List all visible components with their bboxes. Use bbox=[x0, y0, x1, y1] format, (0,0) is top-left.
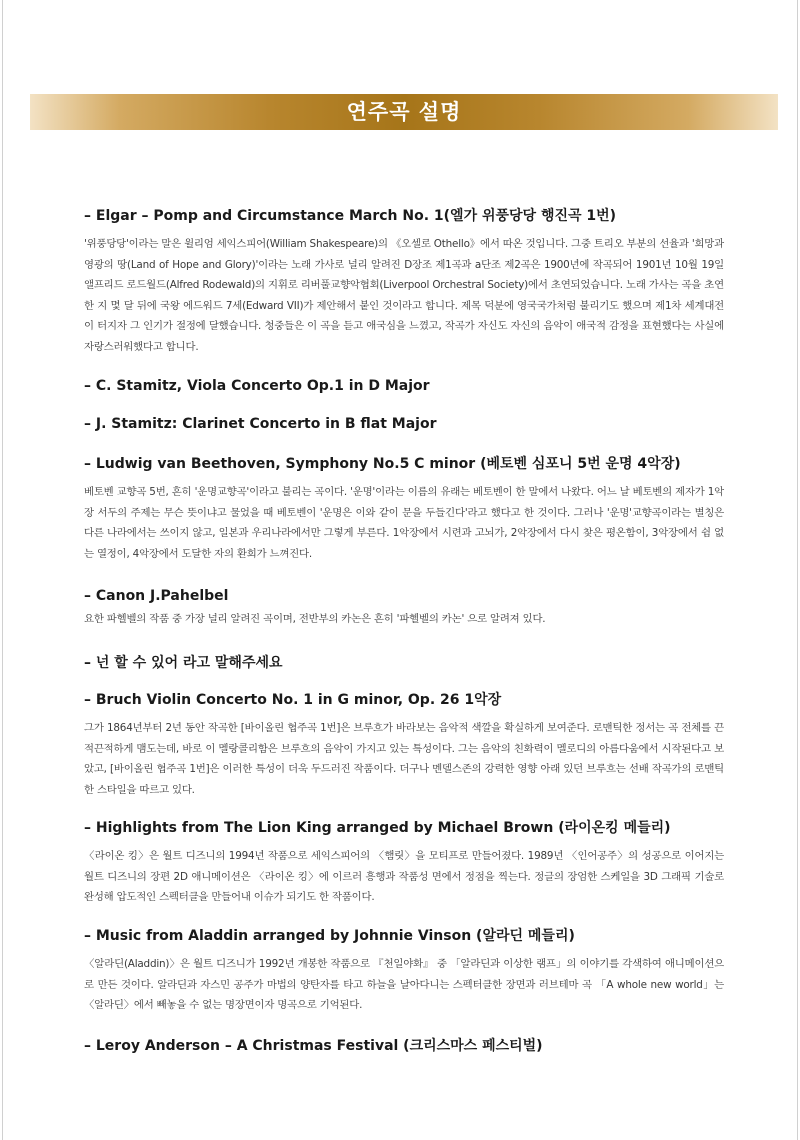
program-section-christmas-festival bbox=[84, 1036, 724, 1056]
section-heading: – Highlights from The Lion King arranged by Michael Brown (라이온킹 메들리) bbox=[84, 820, 671, 836]
program-section-you-can-do-it bbox=[84, 653, 724, 673]
section-heading: – Leroy Anderson – A Christmas Festival (크리스마스 페스티벌) bbox=[84, 1038, 543, 1054]
section-description: 베토벤 교향곡 5번, 흔히 '운명교향곡'이라고 불리는 곡이다. '운명'이라는 이름의 유래는 베토벤이 한 말에서 나왔다. 어느 날 베토벤의 제자가 1악장 서두의 주제는 무슨 뜻이냐고 물었을 때 베토벤이 '운명은 이와 같이 문을 두들긴다'라고 했다고 한 것이다. 그러나 '운명'교향곡이라는 별칭은 다른 나라에서는 쓰이지 않고, 일본과 우리나라에서만 그렇게 부른다. 1악장에서 시련과 고뇌가, 2악장에서 다시 찾은 평온함이, 3악장에서 쉼 없는 열정이, 4악장에서 도달한 자의 환희가 느껴진다. bbox=[84, 486, 724, 560]
page-title: 연주곡 설명 bbox=[346, 100, 462, 124]
program-section-lion-king bbox=[84, 818, 724, 908]
program-section-beethoven bbox=[84, 454, 724, 564]
page-edge-right bbox=[797, 0, 798, 1140]
section-heading: – Elgar – Pomp and Circumstance March No. 1(엘가 위풍당당 행진곡 1번) bbox=[84, 208, 617, 224]
section-heading: – C. Stamitz, Viola Concerto Op.1 in D Major bbox=[84, 378, 430, 394]
section-heading: – Ludwig van Beethoven, Symphony No.5 C minor (베토벤 심포니 5번 운명 4악장) bbox=[84, 456, 681, 472]
section-heading: – Canon J.Pahelbel bbox=[84, 588, 229, 604]
title-banner bbox=[30, 94, 778, 130]
section-heading: – Music from Aladdin arranged by Johnnie Vinson (알라딘 메들리) bbox=[84, 928, 575, 944]
page-edge-left bbox=[2, 0, 3, 1140]
section-description: 요한 파헬벨의 작품 중 가장 널리 알려진 곡이며, 전반부의 카논은 흔히 '파헬벨의 카논' 으로 알려져 있다. bbox=[84, 613, 546, 625]
section-description: '위풍당당'이라는 말은 윌리엄 세익스피어(William Shakespeare)의 《오셀로 Othello》에서 따온 것입니다. 그중 트리오 부분의 선율과 '희망과 영광의 땅(Land of Hope and Glory)'이라는 노래 가사로 널리 알려진 D장조 제1곡과 a단조 제2곡은 1900년에 작곡되어 1901년 10월 19일 앨프리드 로드월드(Alfred Rodewald)의 지휘로 리버풀교향악협회(Liverpool Orchestral Society)에서 초연되었습니다. 노래 가사는 곡을 초연한 지 몇 달 뒤에 국왕 에드워드 7세(Edward VII)가 제안해서 붙인 것이라고 합니다. 제목 덕분에 영국국가처럼 불리기도 했으며 제1차 세계대전이 터지자 그 인기가 절정에 달했습니다. 청중들은 이 곡을 듣고 애국심을 느꼈고, 작곡가 자신도 자신의 음악이 애국적 감정을 표현했다는 사실에 자랑스러워했다고 합니다. bbox=[84, 238, 724, 353]
program-section-j-stamitz bbox=[84, 414, 724, 434]
section-heading: – 넌 할 수 있어 라고 말해주세요 bbox=[84, 655, 283, 671]
section-description: 〈라이온 킹〉은 월트 디즈니의 1994년 작품으로 세익스피어의 〈햄릿〉을 모티프로 만들어졌다. 1989년 〈인어공주〉의 성공으로 이어지는 월트 디즈니의 장편 2D 애니메이션은 〈라이온 킹〉에 이르러 흥행과 작품성 면에서 정점을 찍는다. 정글의 장엄한 스케일을 3D 그래픽 기술로 완성해 압도적인 스펙터클을 만들어내 이슈가 되기도 한 작품이다. bbox=[84, 850, 724, 903]
section-description: 그가 1864년부터 2년 동안 작곡한 [바이올린 협주곡 1번]은 브루흐가 바라보는 음악적 색깔을 확실하게 보여준다. 로맨틱한 정서는 곡 전체를 끈적끈적하게 맴도는데, 바로 이 멜랑콜리함은 브루흐의 음악이 가지고 있는 특성이다. 그는 음악의 친화력이 멜로디의 아름다움에서 시작된다고 보았고, [바이올린 협주곡 1번]은 이러한 특성이 더욱 두드러진 작품이다. 더구나 멘델스존의 강력한 영향 아래 있던 브루흐는 선배 작곡가의 로맨틱한 스타일을 따르고 있다. bbox=[84, 722, 724, 796]
program-section-elgar bbox=[84, 206, 724, 357]
section-description: 〈알라딘(Aladdin)〉은 월트 디즈니가 1992년 개봉한 작품으로 『천일야화』 중 「알라딘과 이상한 램프」의 이야기를 각색하여 애니메이션으로 만든 것이다. 알라딘과 자스민 공주가 마법의 양탄자를 타고 하늘을 날아다니는 스펙터클한 장면과 러브테마 곡 「A whole new world」는 〈알라딘〉에서 빼놓을 수 없는 명장면이자 명곡으로 기억된다. bbox=[84, 958, 724, 1011]
program-section-c-stamitz bbox=[84, 376, 724, 396]
program-section-bruch bbox=[84, 690, 724, 800]
section-heading: – Bruch Violin Concerto No. 1 in G minor, Op. 26 1악장 bbox=[84, 692, 502, 708]
program-section-canon bbox=[84, 586, 724, 630]
program-section-aladdin bbox=[84, 926, 724, 1016]
section-heading: – J. Stamitz: Clarinet Concerto in B flat Major bbox=[84, 416, 437, 432]
